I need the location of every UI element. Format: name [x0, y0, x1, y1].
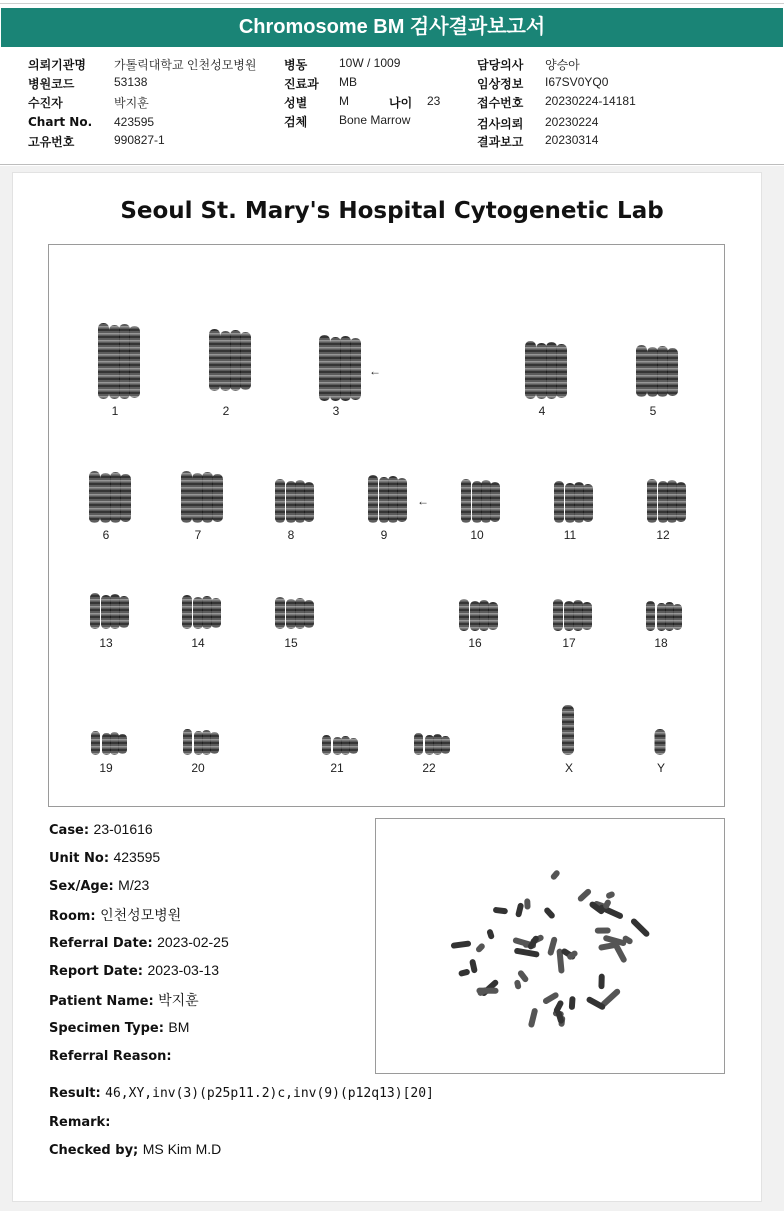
specimen-label: 검체 — [284, 115, 308, 129]
chromatid — [322, 735, 331, 755]
chromatid — [636, 345, 647, 397]
chromosome-pair-14 — [182, 595, 221, 629]
chromosome-label: 20 — [191, 761, 205, 775]
chromosome-label: 22 — [422, 761, 436, 775]
ward-label: 병동 — [284, 58, 308, 72]
case-info-label: Referral Reason: — [49, 1049, 172, 1064]
chromatid — [295, 598, 305, 629]
chromatid — [470, 601, 480, 631]
checked-value: MS Kim M.D — [142, 1141, 222, 1157]
chromosome-pair-8 — [275, 479, 314, 523]
chromosome-pair-x — [562, 705, 574, 755]
chromatid — [565, 483, 575, 523]
metaphase-chromosome — [547, 936, 558, 956]
chromatid — [573, 600, 583, 631]
chromatid — [304, 482, 314, 522]
chromosome-label: Y — [656, 761, 666, 775]
metaphase-chromosome — [524, 898, 530, 909]
chromatid — [212, 474, 223, 522]
age-value: 23 — [427, 94, 441, 108]
request-value: 20230224 — [545, 115, 599, 129]
chromosome-label: 18 — [654, 636, 668, 650]
chromosome-pair-22 — [414, 733, 450, 755]
chromosome-label: 10 — [470, 528, 484, 542]
chromatid — [461, 479, 471, 523]
case-info-value: 인천성모병원 — [100, 907, 182, 923]
hospital-code-value: 53138 — [114, 75, 148, 89]
case-info-value: 박지훈 — [158, 992, 199, 1008]
case-info-value: 2023-03-13 — [147, 962, 220, 978]
chromatid — [182, 595, 192, 629]
chromatid — [202, 596, 212, 629]
chromosome-label: 13 — [99, 636, 113, 650]
chromatid — [647, 347, 658, 397]
chromatid — [90, 593, 100, 629]
chromosome-label: 17 — [562, 636, 576, 650]
chromosome-label: 1 — [111, 404, 119, 418]
chromatid — [481, 480, 491, 523]
case-info-row — [49, 962, 219, 979]
sex-value: M — [339, 94, 349, 108]
chromatid — [98, 323, 109, 399]
metaphase-chromosome — [598, 974, 604, 990]
header-rule — [0, 164, 784, 165]
case-info-label: Case: — [49, 823, 90, 838]
age-label: 나이 — [389, 96, 413, 110]
chromatid — [209, 329, 220, 391]
chromosome-label: 11 — [563, 528, 577, 542]
metaphase-chromosome — [514, 947, 540, 957]
case-info-row — [49, 1047, 172, 1064]
chromatid — [330, 337, 341, 401]
receipt-label: 접수번호 — [477, 96, 524, 110]
case-info-row — [49, 849, 160, 866]
ward-value: 10W / 1009 — [339, 56, 401, 70]
chromosome-label: 7 — [194, 528, 202, 542]
chromatid — [397, 478, 407, 522]
chromosome-pair-19 — [91, 731, 127, 755]
case-info-row — [49, 934, 229, 951]
chromatid — [425, 735, 434, 755]
clinical-value: I67SV0YQ0 — [545, 75, 609, 89]
case-info-label: Patient Name: — [49, 994, 154, 1009]
chromatid — [91, 731, 100, 755]
dept-label: 진료과 — [284, 77, 319, 91]
case-info-row — [49, 905, 181, 925]
chromatid — [388, 476, 398, 523]
case-info-value: BM — [168, 1019, 190, 1035]
metaphase-chromosome — [458, 968, 471, 977]
chromosome-pair-1 — [98, 323, 140, 399]
case-info-value: 2023-02-25 — [157, 934, 229, 950]
unique-value: 990827-1 — [114, 133, 165, 147]
chart-label: Chart No. — [28, 115, 93, 129]
chromatid — [193, 597, 203, 629]
chromatid — [574, 482, 584, 523]
metaphase-chromosome — [543, 906, 556, 920]
chromatid — [194, 731, 203, 755]
top-rule — [0, 3, 784, 4]
chromosome-pair-y — [655, 729, 666, 755]
chromosome-pair-5 — [636, 345, 678, 397]
receipt-value: 20230224-14181 — [545, 94, 636, 108]
specimen-value: Bone Marrow — [339, 113, 411, 127]
hospital-code-label: 병원코드 — [28, 77, 75, 91]
chromatid — [379, 477, 389, 523]
chromatid — [119, 324, 130, 399]
chromatid — [525, 341, 536, 399]
chromatid — [295, 480, 305, 523]
metaphase-spread-image — [376, 819, 726, 1075]
chromatid — [319, 335, 330, 401]
result-line — [49, 1085, 434, 1101]
metaphase-chromosome — [595, 927, 611, 933]
chromosome-pair-21 — [322, 735, 358, 755]
chromatid — [304, 600, 314, 628]
result-label: Result: — [49, 1086, 101, 1101]
remark-label: Remark: — [49, 1115, 111, 1130]
chromosome-label: 16 — [468, 636, 482, 650]
metaphase-chromosome — [542, 991, 560, 1005]
chromatid — [350, 338, 361, 400]
chromatid — [110, 472, 121, 523]
chromosome-pair-4 — [525, 341, 567, 399]
metaphase-chromosome — [493, 907, 508, 915]
unique-label: 고유번호 — [28, 135, 75, 149]
chromatid — [556, 344, 567, 398]
chromatid — [646, 601, 655, 631]
chromatid — [349, 738, 358, 754]
chromosome-pair-9 — [368, 475, 407, 523]
checked-label: Checked by; — [49, 1143, 139, 1158]
chromatid — [414, 733, 423, 755]
case-info-label: Specimen Type: — [49, 1021, 164, 1036]
chromatid — [110, 732, 119, 755]
chromatid — [210, 732, 219, 754]
chromatid — [676, 482, 686, 522]
case-info-label: Sex/Age: — [49, 879, 114, 894]
chromatid — [655, 729, 666, 755]
chromatid — [536, 343, 547, 399]
case-info-row — [49, 1019, 189, 1036]
chromatid — [341, 736, 350, 755]
chromosome-label: X — [564, 761, 574, 775]
chromatid — [562, 705, 574, 755]
chromatid — [192, 473, 203, 523]
case-info-value: 423595 — [113, 849, 161, 865]
chromosome-pair-15 — [275, 597, 314, 629]
chromosome-pair-16 — [459, 599, 498, 631]
chromatid — [657, 346, 668, 397]
karyogram-panel — [48, 244, 725, 807]
checked-line — [49, 1141, 221, 1158]
chromosome-pair-12 — [647, 479, 686, 523]
chromatid — [286, 481, 296, 523]
hospital-value: 가톨릭대학교 인천성모병원 — [114, 58, 257, 72]
chromatid — [546, 342, 557, 399]
chart-value: 423595 — [114, 115, 155, 129]
case-info-row — [49, 990, 199, 1010]
metaphase-panel — [375, 818, 725, 1074]
remark-line — [49, 1113, 110, 1130]
chromosome-pair-7 — [181, 471, 223, 523]
chromatid — [459, 599, 469, 631]
chromosome-label: 9 — [380, 528, 388, 542]
chromosome-label: 12 — [656, 528, 670, 542]
chromatid — [564, 601, 574, 631]
chromatid — [333, 737, 342, 755]
chromatid — [441, 736, 450, 754]
metaphase-chromosome — [630, 917, 651, 938]
metaphase-chromosome — [550, 869, 561, 881]
metaphase-chromosome — [469, 959, 478, 974]
chromosome-label: 8 — [287, 528, 295, 542]
chromatid — [340, 336, 351, 401]
case-info-label: Room: — [49, 909, 96, 924]
chromatid — [667, 348, 678, 396]
case-info-row — [49, 821, 153, 838]
chromosome-label: 2 — [222, 404, 230, 418]
case-info-value: 23-01616 — [93, 821, 153, 837]
chromatid — [100, 473, 111, 523]
chromatid — [286, 599, 296, 629]
result-report-label: 결과보고 — [477, 135, 524, 149]
chromatid — [553, 599, 563, 631]
metaphase-chromosome — [475, 942, 486, 953]
hospital-label: 의뢰기관명 — [28, 58, 86, 72]
metaphase-chromosome — [486, 928, 495, 940]
chromatid — [658, 481, 668, 523]
chromatid — [202, 730, 211, 755]
chromatid — [488, 602, 498, 630]
chromatid — [211, 598, 221, 628]
chromosome-label: 14 — [191, 636, 205, 650]
chromatid — [433, 734, 442, 755]
chromosome-label: 19 — [99, 761, 113, 775]
chromatid — [183, 729, 192, 755]
chromatid — [110, 594, 120, 629]
chromatid — [101, 595, 111, 629]
chromatid — [647, 479, 657, 523]
doctor-value: 양승아 — [545, 58, 580, 72]
chromatid — [129, 326, 140, 398]
metaphase-chromosome — [569, 996, 576, 1010]
chromosome-label: 21 — [330, 761, 344, 775]
chromatid — [202, 472, 213, 523]
chromatid — [582, 602, 592, 630]
sex-label: 성별 — [284, 96, 308, 110]
chromatid — [490, 482, 500, 522]
chromatid — [118, 734, 127, 754]
chromatid — [240, 332, 251, 390]
metaphase-chromosome — [528, 1007, 539, 1028]
chromosome-label: 4 — [538, 404, 546, 418]
lab-title: Seoul St. Mary's Hospital Cytogenetic Lab — [120, 198, 664, 224]
chromatid — [230, 330, 241, 391]
chromatid — [102, 733, 111, 755]
chromosome-pair-20 — [183, 729, 219, 755]
chromatid — [479, 600, 489, 631]
result-report-value: 20230314 — [545, 133, 599, 147]
chromatid — [667, 480, 677, 523]
chromatid — [181, 471, 192, 523]
case-info-value: M/23 — [118, 877, 150, 893]
chromatid — [109, 325, 120, 399]
chromatid — [583, 484, 593, 522]
karyogram-image — [49, 245, 726, 808]
chromatid — [275, 597, 285, 629]
chromatid — [657, 603, 666, 631]
metaphase-chromosome — [451, 940, 472, 949]
chromatid — [673, 604, 682, 630]
metaphase-chromosome — [605, 891, 616, 900]
case-info-label: Referral Date: — [49, 936, 153, 951]
chromosome-label: 3 — [332, 404, 340, 418]
request-label: 검사의뢰 — [477, 117, 524, 131]
dept-value: MB — [339, 75, 357, 89]
report-header — [0, 50, 784, 165]
chromatid — [665, 602, 674, 631]
chromosome-pair-10 — [461, 479, 500, 523]
metaphase-chromosome — [515, 902, 524, 917]
chromatid — [554, 481, 564, 523]
metaphase-chromosome — [577, 888, 593, 903]
chromosome-label: 5 — [649, 404, 657, 418]
case-info-label: Unit No: — [49, 851, 110, 866]
chromosome-pair-11 — [554, 481, 593, 523]
result-value: 46,XY,inv(3)(p25p11.2)c,inv(9)(p12q13)[20] — [105, 1086, 434, 1101]
chromatid — [472, 481, 482, 523]
arrow-left-icon: ← — [417, 494, 429, 508]
chromatid — [275, 479, 285, 523]
chromatid — [119, 596, 129, 628]
chromatid — [368, 475, 378, 523]
arrow-left-icon: ← — [369, 364, 381, 378]
chromatid — [120, 474, 131, 522]
chromosome-pair-2 — [209, 329, 251, 391]
clinical-label: 임상정보 — [477, 77, 524, 91]
case-info-row — [49, 877, 149, 894]
chromatid — [220, 331, 231, 391]
patient-label: 수진자 — [28, 96, 63, 110]
patient-value: 박지훈 — [114, 96, 149, 110]
report-title: Chromosome BM 검사결과보고서 — [1, 8, 783, 47]
chromatid — [89, 471, 100, 523]
chromosome-pair-3 — [319, 335, 361, 401]
chromosome-pair-13 — [90, 593, 129, 629]
chromosome-pair-6 — [89, 471, 131, 523]
chromosome-label: 15 — [284, 636, 298, 650]
chromosome-pair-17 — [553, 599, 592, 631]
chromosome-pair-18 — [646, 601, 682, 631]
case-info-label: Report Date: — [49, 964, 144, 979]
doctor-label: 담당의사 — [477, 58, 524, 72]
metaphase-chromosome — [514, 979, 522, 990]
chromosome-label: 6 — [102, 528, 110, 542]
